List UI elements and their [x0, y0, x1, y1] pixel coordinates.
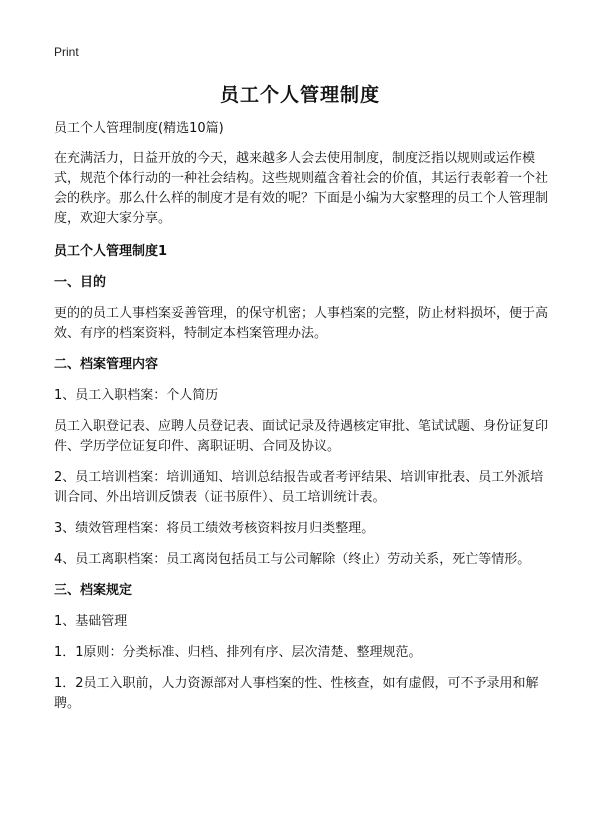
list-item-detail: 员工入职登记表、应聘人员登记表、面试记录及待遇核定审批、笔试试题、身份证复印件、学历学位证复印件、离职证明、合同及协议。: [54, 419, 549, 454]
list-item: 1、员工入职档案：个人简历: [54, 388, 219, 403]
list-item: 4、员工离职档案：员工离岗包括员工与公司解除（终止）劳动关系，死亡等情形。: [54, 552, 531, 567]
list-item: 2、员工培训档案：培训通知、培训总结报告或者考评结果、培训审批表、员工外派培训合同、外出培训反馈表（证书原件）、员工培训统计表。: [54, 470, 544, 505]
page-title: 员工个人管理制度: [219, 84, 380, 106]
intro-paragraph: 在充满活力，日益开放的今天，越来越多人会去使用制度，制度泛指以规则或运作模式，规范个体行动的一种社会结构。这些规则蕴含着社会的价值，其运行表彰着一个社会的秩序。那么什么样的制度才是有效的呢？下面是小编为大家整理的员工个人管理制度，欢迎大家分享。: [54, 151, 549, 226]
heading-archive-content: 二、档案管理内容: [54, 357, 159, 372]
rule-item: 1．1原则：分类标准、归档、排列有序、层次清楚、整理规范。: [54, 645, 422, 660]
purpose-paragraph: 更的的员工人事档案妥善管理，的保守机密；人事档案的完整，防止材料损坏，便于高效、有序的档案资料，特制定本档案管理办法。: [54, 306, 549, 341]
rule-item: 1、基础管理: [54, 614, 128, 629]
document-subtitle: 员工个人管理制度(精选10篇): [54, 121, 224, 136]
rule-item: 1．2员工入职前，人力资源部对人事档案的性、性核查，如有虚假，可不予录用和解聘。: [54, 676, 539, 711]
heading-archive-rules: 三、档案规定: [54, 583, 133, 598]
section-title: 员工个人管理制度1: [54, 244, 168, 259]
print-label: Print: [54, 45, 79, 59]
heading-purpose: 一、目的: [54, 275, 107, 290]
document-body: [54, 119, 554, 725]
list-item: 3、绩效管理档案：将员工绩效考核资料按月归类整理。: [54, 521, 375, 536]
